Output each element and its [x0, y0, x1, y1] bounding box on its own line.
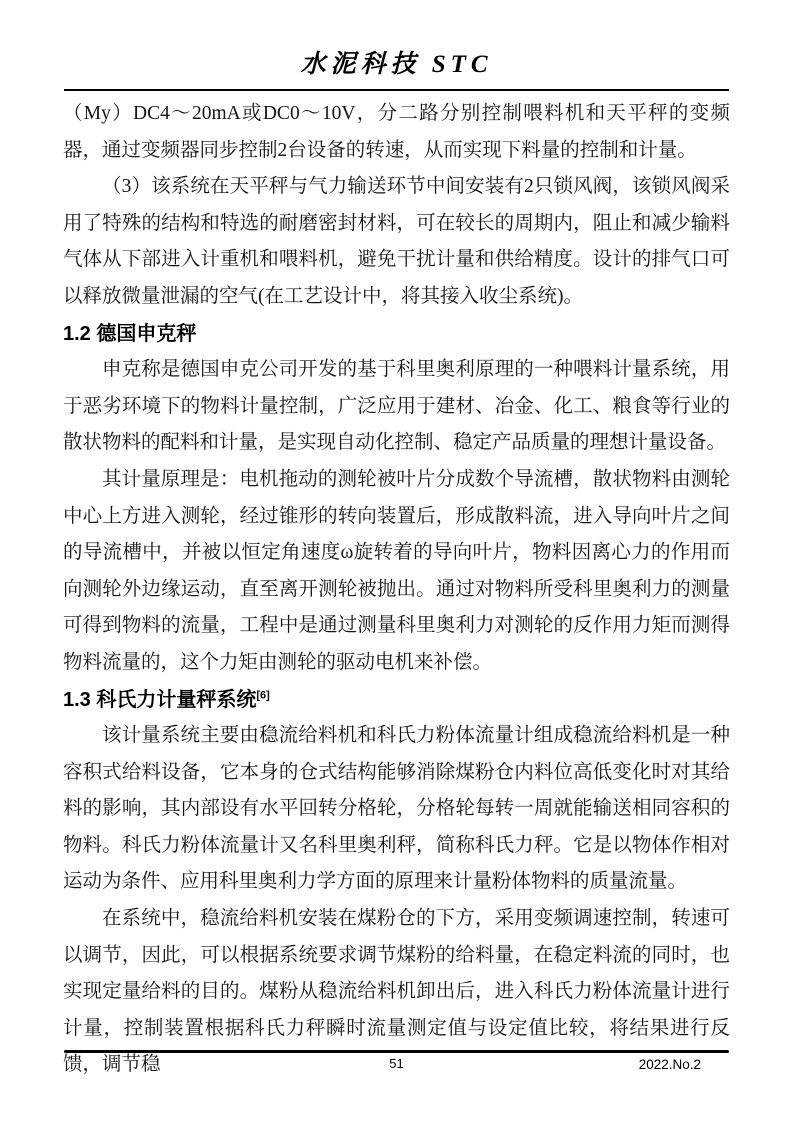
section-heading-text: 1.2 德国申克秤: [63, 322, 197, 345]
page-number: 51: [389, 1056, 404, 1071]
section-heading: [63, 682, 730, 719]
reference-superscript: [6]: [256, 688, 270, 701]
journal-title: 水泥科技 STC: [300, 51, 493, 78]
section-heading-text: 1.3 科氏力计量秤系统: [63, 688, 257, 711]
page-header: [0, 0, 793, 91]
issue-number: 2022.No.2: [638, 1057, 701, 1072]
body-paragraph: 在系统中，稳流给料机安装在煤粉仓的下方，采用变频调速控制，转速可以调节，因此，可以根据系统要求调节煤粉的给料量，在稳定料流的同时，也实现定量给料的目的。煤粉从稳流给料机卸出后，进入科氏力粉体流量计进行计量，控制装置根据科氏力秤瞬时流量测定值与设定值比较，将结果进行反馈，调节稳: [63, 908, 730, 1076]
body-paragraph: 其计量原理是：电机拖动的测轮被叶片分成数个导流槽，散状物料由测轮中心上方进入测轮，经过锥形的转向装置后，形成散料流，进入导向叶片之间的导流槽中，并被以恒定角速度ω旋转着的导向叶片，物料因离心力的作用而向测轮外边缘运动，直至离开测轮被抛出。通过对物料所受科里奥利力的测量可得到物料的流量，工程中是通过测量科里奥利力对测轮的反作用力矩而测得物料流量的，这个力矩由测轮的驱动电机来补偿。: [63, 468, 730, 673]
page-footer: [64, 1056, 729, 1074]
body-paragraph: （My）DC4～20mA或DC0～10V，分二路分别控制喂料机和天平秤的变频器，通过变频器同步控制2台设备的转速，从而实现下料量的控制和计量。: [63, 103, 730, 161]
document-body: [63, 91, 730, 1084]
body-paragraph: （3）该系统在天平秤与气力输送环节中间安装有2只锁风阀，该锁风阀采用了特殊的结构和特选的耐磨密封材料，可在较长的周期内，阻止和减少输料气体从下部进入计重机和喂料机，避免干扰计量和供给精度。设计的排气口可以释放微量泄漏的空气(在工艺设计中，将其接入收尘系统)。: [63, 176, 730, 307]
body-paragraph: 申克称是德国申克公司开发的基于科里奥利原理的一种喂料计量系统，用于恶劣环境下的物料计量控制，广泛应用于建材、冶金、化工、粮食等行业的散状物料的配料和计量，是实现自动化控制、稳定产品质量的理想计量设备。: [63, 359, 730, 454]
section-heading: [63, 316, 730, 353]
footer-divider: [64, 1050, 729, 1053]
body-paragraph: 该计量系统主要由稳流给料机和科氏力粉体流量计组成稳流给料机是一种容积式给料设备，它本身的仓式结构能够消除煤粉仓内料位高低变化时对其给料的影响，其内部设有水平回转分格轮，分格轮每转一周就能输送相同容积的物料。科氏力粉体流量计又名科里奥利秤，简称科氏力秤。它是以物体作相对运动为条件、应用科里奥利力学方面的原理来计量粉体物料的质量流量。: [63, 725, 730, 893]
